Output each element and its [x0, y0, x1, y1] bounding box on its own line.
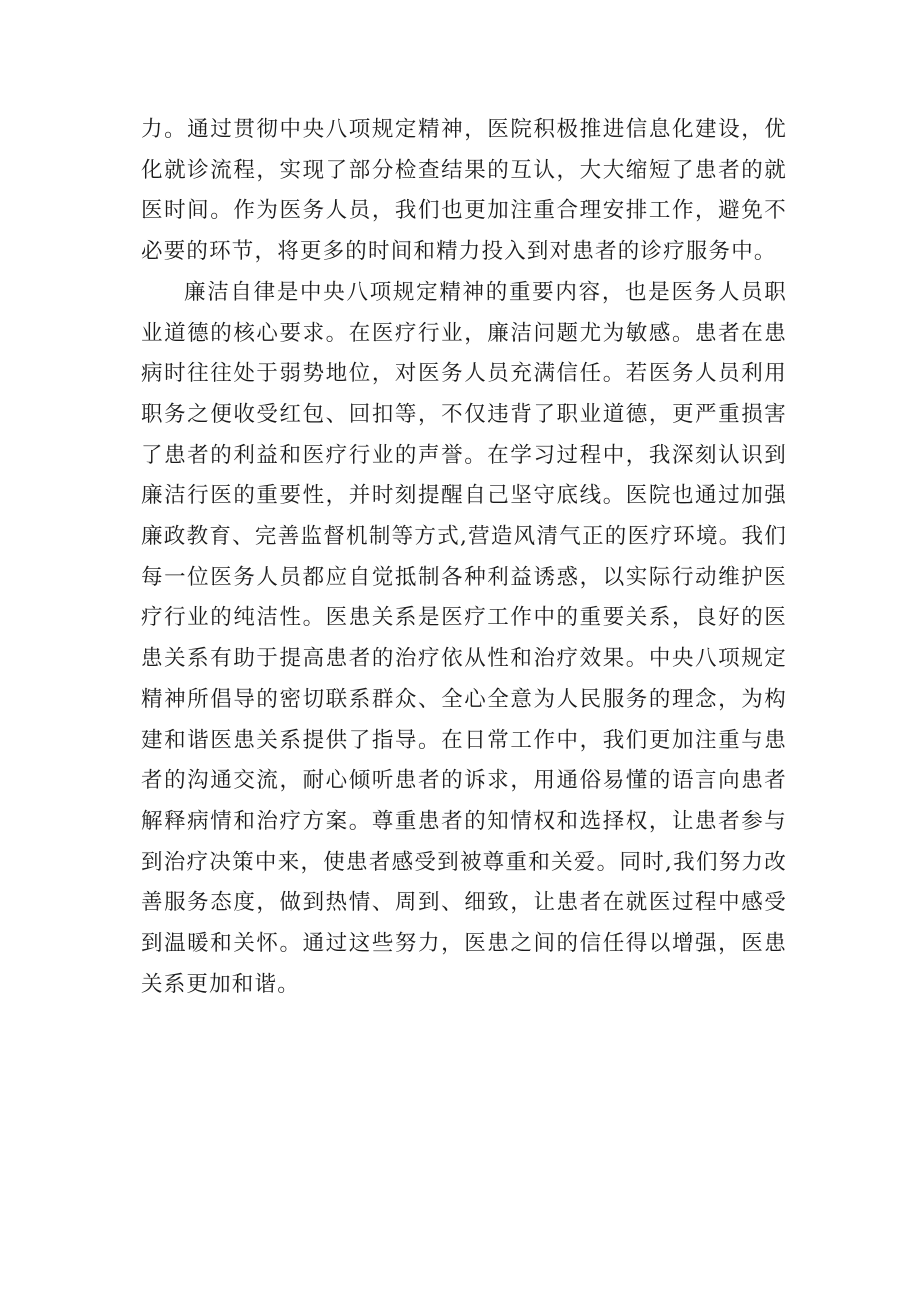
paragraph-2: 廉洁自律是中央八项规定精神的重要内容，也是医务人员职业道德的核心要求。在医疗行业，廉洁问题尤为敏感。患者在患病时往往处于弱势地位，对医务人员充满信任。若医务人员利用职务之便收受红包、回扣等，不仅违背了职业道德，更严重损害了患者的利益和医疗行业的声誉。在学习过程中，我深刻认识到廉洁行医的重要性，并时刻提醒自己坚守底线。医院也通过加强廉政教育、完善监督机制等方式,营造风清气正的医疗环境。我们每一位医务人员都应自觉抵制各种利益诱惑，以实际行动维护医疗行业的纯洁性。医患关系是医疗工作中的重要关系，良好的医患关系有助于提高患者的治疗依从性和治疗效果。中央八项规定精神所倡导的密切联系群众、全心全意为人民服务的理念，为构建和谐医患关系提供了指导。在日常工作中，我们更加注重与患者的沟通交流，耐心倾听患者的诉求，用通俗易懂的语言向患者解释病情和治疗方案。尊重患者的知情权和选择权，让患者参与到治疗决策中来，使患者感受到被尊重和关爱。同时,我们努力改善服务态度，做到热情、周到、细致，让患者在就医过程中感受到温暖和关怀。通过这些努力，医患之间的信任得以增强，医患关系更加和谐。 — [141, 279, 787, 997]
paragraph-1: 力。通过贯彻中央八项规定精神，医院积极推进信息化建设，优化就诊流程，实现了部分检查结果的互认，大大缩短了患者的就医时间。作为医务人员，我们也更加注重合理安排工作，避免不必要的环节，将更多的时间和精力投入到对患者的诊疗服务中。 — [141, 117, 787, 265]
body-text — [141, 110, 787, 1005]
